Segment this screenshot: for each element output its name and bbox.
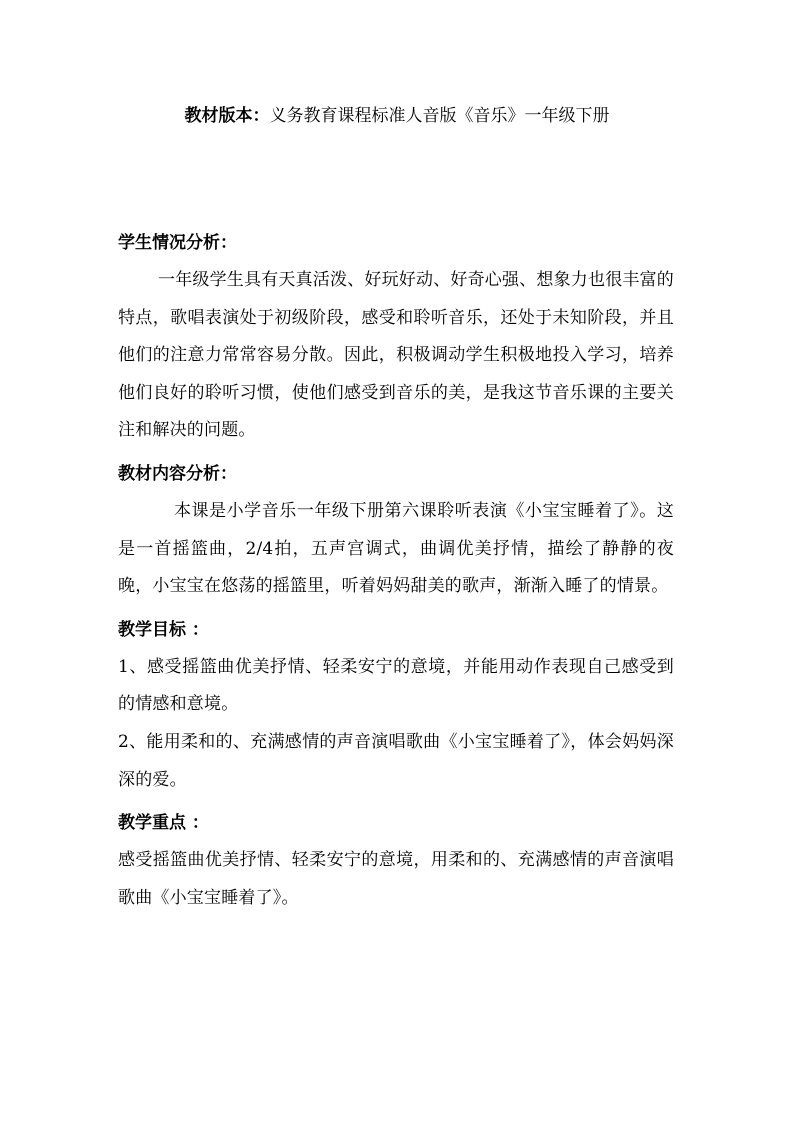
document-body (118, 225, 674, 917)
teaching-goal-item-2: 2、能用柔和的、充满感情的声音演唱歌曲《小宝宝睡着了》，体会妈妈深深的爱。 (118, 731, 674, 790)
paragraph-material-analysis: 本课是小学音乐一年级下册第六课聆听表演《小宝宝睡着了》。这是一首摇篮曲，2/4拍，五声宫调式，曲调优美抒情，描绘了静静的夜晚，小宝宝在悠荡的摇篮里，听着妈妈甜美的歌声，渐渐入睡了的情景。 (118, 500, 674, 597)
textbook-version-label: 教材版本： (184, 106, 270, 126)
section-title-student-analysis: 学生情况分析： (118, 233, 237, 253)
section-title-key-points: 教学重点 ： (118, 813, 209, 834)
teaching-goal-item-1: 1、感受摇篮曲优美抒情、轻柔安宁的意境，并能用动作表现自己感受到的情感和意境。 (118, 656, 674, 715)
section-title-teaching-goals: 教学目标 ： (118, 619, 209, 640)
paragraph-student-analysis: 一年级学生具有天真活泼、好玩好动、好奇心强、想象力也很丰富的特点，歌唱表演处于初级阶段，感受和聆听音乐，还处于未知阶段，并且他们的注意力常常容易分散。因此，积极调动学生积极地投入学习，培养他们良好的聆听习惯，使他们感受到音乐的美，是我这节音乐课的主要关注和解决的问题。 (118, 270, 674, 441)
textbook-version-line (0, 104, 794, 128)
section-title-material-analysis: 教材内容分析： (118, 463, 237, 484)
textbook-version-text: 义务教育课程标准人音版《音乐》一年级下册 (269, 106, 610, 126)
paragraph-key-points: 感受摇篮曲优美抒情、轻柔安宁的意境，用柔和的、充满感情的声音演唱歌曲《小宝宝睡着了》。 (118, 850, 674, 908)
